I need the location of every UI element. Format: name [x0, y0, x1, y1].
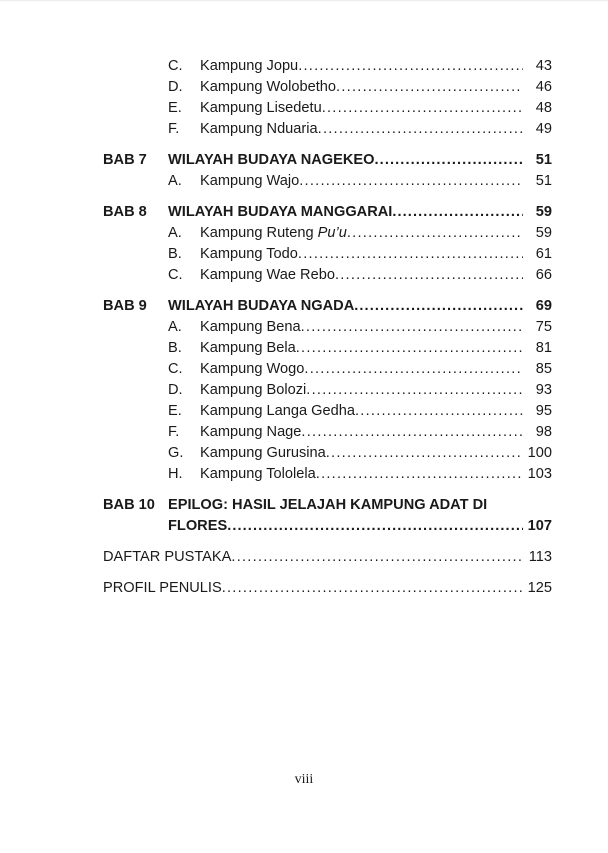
dot-leader [222, 578, 523, 593]
entry-marker: A. [168, 173, 182, 189]
page-number: 46 [535, 79, 552, 95]
dot-leader [299, 171, 523, 186]
entry-marker: H. [168, 466, 183, 482]
entry-title: Kampung Bolozi [200, 382, 307, 398]
toc-entry-sub[interactable] [103, 464, 552, 485]
entry-marker: D. [168, 79, 183, 95]
entry-marker: D. [168, 382, 183, 398]
dot-leader [326, 443, 523, 458]
toc-entry-sub[interactable] [103, 265, 552, 286]
entry-marker: C. [168, 267, 183, 283]
page-number: 113 [528, 549, 552, 565]
page-number: 66 [535, 267, 552, 283]
toc-entry-sub[interactable] [103, 317, 552, 338]
dot-leader [354, 296, 523, 311]
entry-marker: A. [168, 319, 182, 335]
toc-entry-sub[interactable] [103, 56, 552, 77]
dot-leader [298, 56, 523, 71]
entry-title: Kampung Nage [200, 424, 302, 440]
dot-leader [322, 98, 523, 113]
page-number: 51 [535, 173, 552, 189]
toc-entry-sub[interactable] [103, 443, 552, 464]
toc-entry-chapter[interactable] [103, 296, 552, 317]
page-number: 75 [535, 319, 552, 335]
entry-title: WILAYAH BUDAYA MANGGARAI [168, 204, 393, 220]
toc-entry-chapter[interactable] [103, 202, 552, 223]
entry-title: DAFTAR PUSTAKA [103, 549, 232, 565]
page-number: 125 [527, 580, 552, 596]
page-number: 61 [535, 246, 552, 262]
page-number: 59 [535, 225, 552, 241]
toc-entry-sub[interactable] [103, 338, 552, 359]
entry-title: Kampung Bena [200, 319, 301, 335]
entry-title: Kampung Nduaria [200, 121, 318, 137]
entry-marker: C. [168, 58, 183, 74]
entry-title: WILAYAH BUDAYA NAGEKEO [168, 152, 375, 168]
dot-leader [306, 380, 523, 395]
entry-title: Kampung Wajo [200, 173, 300, 189]
toc-entry-sub[interactable] [103, 401, 552, 422]
table-of-contents [103, 56, 552, 599]
toc-entry-chapter[interactable] [103, 150, 552, 171]
page-number: 48 [535, 100, 552, 116]
dot-leader [392, 202, 523, 217]
toc-entry-sub[interactable] [103, 422, 552, 443]
page-number: 43 [535, 58, 552, 74]
dot-leader [304, 359, 523, 374]
page-top-edge [0, 0, 608, 2]
toc-entry-sub[interactable] [103, 223, 552, 244]
entry-title: Kampung Wogo [200, 361, 305, 377]
chapter-label: BAB 9 [103, 298, 147, 314]
dot-leader [316, 464, 523, 479]
page-number: 103 [527, 466, 552, 482]
entry-title: Kampung Tololela [200, 466, 316, 482]
entry-title: Kampung Todo [200, 246, 298, 262]
entry-title: EPILOG: HASIL JELAJAH KAMPUNG ADAT DI [168, 497, 488, 513]
toc-entry-sub[interactable] [103, 244, 552, 265]
page-number: 95 [535, 403, 552, 419]
page-folio: viii [294, 772, 314, 787]
entry-title: Kampung Bela [200, 340, 296, 356]
dot-leader [296, 338, 523, 353]
page-number: 85 [535, 361, 552, 377]
toc-entry-sub[interactable] [103, 98, 552, 119]
toc-entry-sub[interactable] [103, 77, 552, 98]
dot-leader [318, 119, 523, 134]
dot-leader [231, 547, 523, 562]
toc-entry-sub[interactable] [103, 171, 552, 192]
dot-leader [335, 265, 523, 280]
dot-leader [298, 244, 523, 259]
entry-title-italic: Pu’u [317, 225, 347, 241]
dot-leader [227, 516, 523, 531]
chapter-label: BAB 10 [103, 497, 155, 513]
dot-leader [375, 150, 523, 165]
page-number: 59 [535, 204, 552, 220]
entry-marker: G. [168, 445, 184, 461]
entry-title: Kampung Wolobetho [200, 79, 337, 95]
page-number: 51 [535, 152, 552, 168]
page-number: 107 [527, 518, 552, 534]
toc-entry-sub[interactable] [103, 380, 552, 401]
entry-title: PROFIL PENULIS [103, 580, 222, 596]
dot-leader [336, 77, 523, 92]
entry-marker: C. [168, 361, 183, 377]
entry-marker: E. [168, 100, 182, 116]
dot-leader [355, 401, 523, 416]
dot-leader [301, 422, 523, 437]
toc-entry-sub[interactable] [103, 119, 552, 140]
toc-entry-sub[interactable] [103, 359, 552, 380]
entry-marker: E. [168, 403, 182, 419]
entry-marker: F. [168, 424, 180, 440]
dot-leader [301, 317, 523, 332]
entry-title: Kampung Langa Gedha [200, 403, 355, 419]
entry-marker: B. [168, 246, 182, 262]
entry-marker: A. [168, 225, 182, 241]
entry-title: Kampung Jopu [200, 58, 299, 74]
entry-marker: B. [168, 340, 182, 356]
entry-marker: F. [168, 121, 180, 137]
dot-leader [347, 223, 523, 238]
page-number: 93 [535, 382, 552, 398]
page-number: 49 [535, 121, 552, 137]
page-number: 98 [535, 424, 552, 440]
chapter-label: BAB 7 [103, 152, 147, 168]
entry-title: WILAYAH BUDAYA NGADA [168, 298, 355, 314]
entry-title-continued: FLORES [168, 518, 228, 534]
entry-title: Kampung Wae Rebo [200, 267, 335, 283]
toc-entry-plain[interactable] [103, 547, 552, 568]
chapter-label: BAB 8 [103, 204, 147, 220]
page-number: 81 [535, 340, 552, 356]
toc-entry-plain[interactable] [103, 578, 552, 599]
entry-title: Kampung Lisedetu [200, 100, 322, 116]
page-number: 69 [535, 298, 552, 314]
entry-title: Kampung Ruteng Pu’u [200, 225, 347, 241]
toc-entry-chapter[interactable] [103, 495, 552, 537]
entry-title: Kampung Gurusina [200, 445, 326, 461]
page-number: 100 [527, 445, 552, 461]
